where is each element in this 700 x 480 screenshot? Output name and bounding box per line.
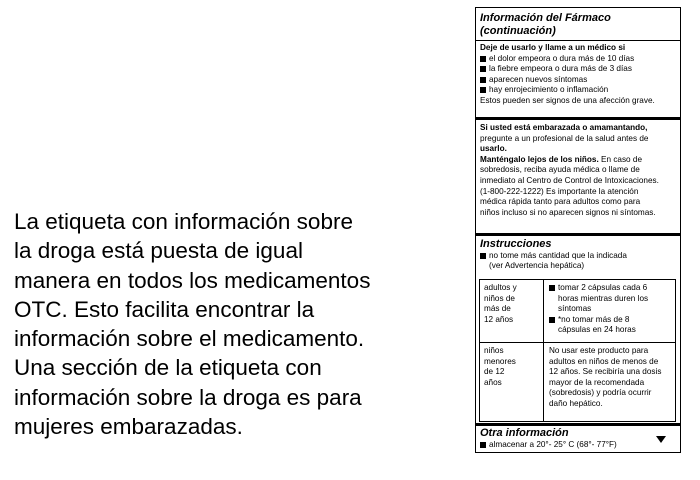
- caption-line: manera en todos los medicamentos: [14, 267, 371, 293]
- list-item: no tome más cantidad que la indicada: [480, 251, 677, 262]
- stop-note: Estos pueden ser signos de una afección grave.: [480, 95, 655, 105]
- bullet-icon: [480, 56, 486, 62]
- label-subtitle: (continuación): [480, 24, 556, 37]
- bullet-icon: [480, 442, 486, 448]
- bullet-icon: [480, 87, 486, 93]
- child-label: niños menores de 12 años: [484, 346, 516, 387]
- other-info-title: Otra información: [480, 427, 569, 439]
- bullet-icon: [480, 253, 486, 259]
- pregnancy-text-end: usarlo.: [480, 144, 507, 154]
- caption-line: La etiqueta con información sobre: [14, 209, 353, 234]
- other-info-section: [480, 427, 677, 450]
- caption-line: información sobre el medicamento.: [14, 326, 365, 352]
- child-warning: No usar este producto para adultos en niños de menos de 12 años. Se recibiría una dosis mayor de la recomendada (sobredosis) y podría ocurrir daño hepático.: [549, 346, 662, 408]
- adult-dose: tomar 2 cápsulas cada 6 horas mientras duren los síntomas *no tomar más de 8 cápsulas en 24 horas: [549, 283, 673, 336]
- table-row: [480, 280, 675, 342]
- list-item: *no tomar más de 8: [549, 315, 673, 326]
- label-header: [480, 12, 677, 37]
- divider: [476, 40, 680, 41]
- divider: [476, 423, 680, 426]
- pregnancy-text: pregunte a un profesional de la salud antes de: [480, 133, 649, 143]
- caption-line: información sobre la droga es para: [14, 384, 362, 410]
- caption-line: mujeres embarazadas.: [14, 414, 243, 440]
- bullet-icon: [480, 77, 486, 83]
- divider: [476, 117, 680, 120]
- down-arrow-icon: [656, 436, 666, 443]
- bullet-icon: [480, 66, 486, 72]
- children-text: niños incluso si no aparecen signos ni síntomas.: [480, 207, 656, 217]
- pregnancy-heading: Si usted está embarazada o amamantando,: [480, 123, 648, 132]
- directions-section: [480, 238, 677, 272]
- children-text: médica rápida tanto para adultos como para: [480, 197, 641, 207]
- children-text: sobredosis, reciba ayuda médica o llame de: [480, 165, 640, 175]
- divider: [476, 233, 680, 236]
- children-text: (1-800-222-1222) Es importante la atención: [480, 186, 639, 196]
- stop-use-section: [480, 43, 677, 107]
- children-text: inmediato al Centro de Control de Intoxicaciones.: [480, 175, 659, 185]
- list-item: almacenar a 20°- 25° C (68°- 77°F): [480, 440, 677, 451]
- list-item: tomar 2 cápsulas cada 6: [549, 283, 673, 294]
- main-caption: [14, 207, 464, 441]
- label-title: Información del Fármaco: [480, 12, 611, 24]
- table-row: [480, 343, 675, 423]
- caption-line: Una sección de la etiqueta con: [14, 355, 322, 381]
- dosage-table: [479, 279, 676, 422]
- list-item: la fiebre empeora o dura más de 3 días: [480, 64, 677, 75]
- caption-line: OTC. Esto facilita encontrar la: [14, 296, 315, 322]
- children-heading: Manténgalo lejos de los niños.: [480, 154, 599, 164]
- pregnancy-section: [480, 123, 677, 218]
- drug-facts-label: [475, 7, 681, 453]
- children-text: En caso de: [601, 154, 642, 164]
- adult-label: adultos y niños de más de 12 años: [484, 283, 517, 324]
- list-item: aparecen nuevos síntomas: [480, 75, 677, 86]
- stop-heading: Deje de usarlo y llame a un médico si: [480, 43, 626, 52]
- list-item: el dolor empeora o dura más de 10 días: [480, 54, 677, 65]
- directions-title: Instrucciones: [480, 238, 552, 250]
- directions-item-cont: (ver Advertencia hepática): [489, 261, 585, 271]
- caption-line: la droga está puesta de igual: [14, 238, 303, 264]
- bullet-icon: [549, 285, 555, 291]
- list-item: hay enrojecimiento o inflamación: [480, 85, 677, 96]
- bullet-icon: [549, 317, 555, 323]
